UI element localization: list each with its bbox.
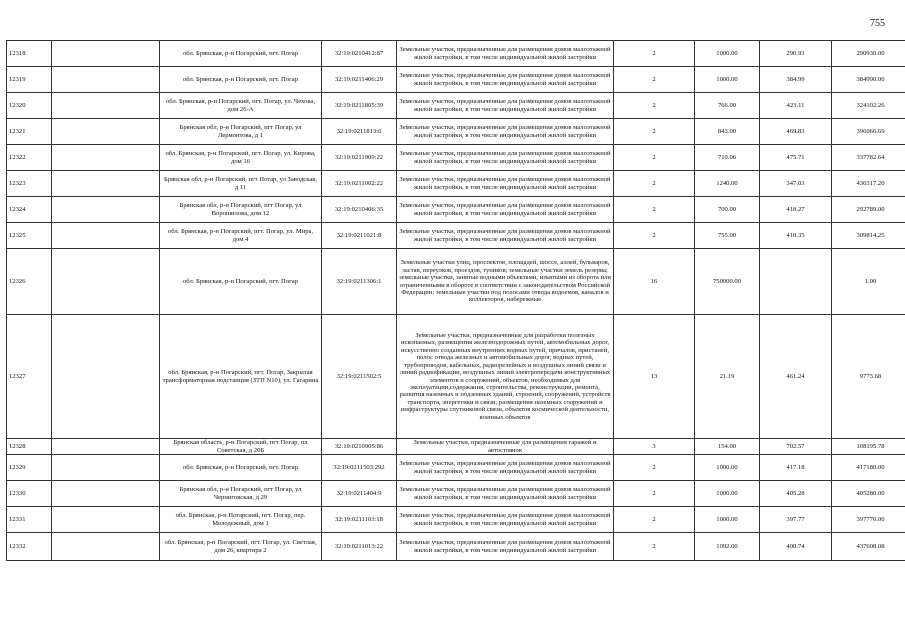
page-number: 755 bbox=[870, 18, 885, 29]
address-cell: обл. Брянская, р-н Погарский, пгт. Погар, ул. Светлая, дом 26, квартира 2 bbox=[160, 533, 322, 561]
land-use-cell: Земельные участки, предназначенные для разработки полезных ископаемых, размещения железнодорожных путей, автомобильных дорог, искусственно созданных внутренних водных путей, причалов, пристаней, полос отвода железных и автомобильных дорог, водных путей, трубопроводов, кабельных, радиорелейных и воздушных линий связи и линий радиофикации, воздушных линий электропередачи конструктивных элементов и сооружений, объектов, необходимых для эксплуатации,содержания, строительства, реконструкции, ремонта, развития наземных и подземных зданий, строений, сооружений, устройств транспорта, энергетики и связи; размещения наземных сооружений и инфраструктуры спутниковой связи, объектов космической деятельности, военных объектов bbox=[397, 315, 614, 439]
cadastral-number-cell: 32:19:0210905:86 bbox=[322, 439, 397, 455]
address-cell: обл. Брянская, р-н Погарский, пгт. Погар bbox=[160, 249, 322, 315]
table-row bbox=[7, 93, 905, 119]
cadastral-value-cell: 290930.00 bbox=[832, 41, 905, 67]
area-cell: 755.00 bbox=[695, 223, 760, 249]
spacer-cell bbox=[52, 41, 160, 67]
spacer-cell bbox=[52, 145, 160, 171]
spacer-cell bbox=[52, 223, 160, 249]
land-use-cell: Земельные участки, предназначенные для размещения домов малоэтажной жилой застройки, в том числе индивидуальной жилой застройки bbox=[397, 455, 614, 481]
spacer-cell bbox=[52, 119, 160, 145]
group-number-cell: 2 bbox=[614, 507, 695, 533]
specific-value-cell: 469.83 bbox=[760, 119, 832, 145]
area-cell: 1000.00 bbox=[695, 67, 760, 93]
area-cell: 21.19 bbox=[695, 315, 760, 439]
land-use-cell: Земельные участки, предназначенные для размещения гаражей и автостоянок bbox=[397, 439, 614, 455]
table-row bbox=[7, 67, 905, 93]
record-id-cell: 12321 bbox=[7, 119, 52, 145]
area-cell: 700.00 bbox=[695, 197, 760, 223]
table-row bbox=[7, 533, 905, 561]
land-use-cell: Земельные участки, предназначенные для размещения домов малоэтажной жилой застройки, в том числе индивидуальной жилой застройки bbox=[397, 93, 614, 119]
cadastral-value-cell: 108195.78 bbox=[832, 439, 905, 455]
cadastral-value-cell: 437608.08 bbox=[832, 533, 905, 561]
cadastral-value-cell: 417180.00 bbox=[832, 455, 905, 481]
spacer-cell bbox=[52, 315, 160, 439]
cadastral-value-cell: 430317.20 bbox=[832, 171, 905, 197]
table-row bbox=[7, 315, 905, 439]
cadastral-number-cell: 32:19:0211404:9 bbox=[322, 481, 397, 507]
spacer-cell bbox=[52, 533, 160, 561]
group-number-cell: 3 bbox=[614, 439, 695, 455]
cadastral-value-cell: 397770.00 bbox=[832, 507, 905, 533]
table-row bbox=[7, 41, 905, 67]
cadastral-value-cell: 324102.26 bbox=[832, 93, 905, 119]
land-use-cell: Земельные участки, предназначенные для размещения домов малоэтажной жилой застройки, в том числе индивидуальной жилой застройки bbox=[397, 67, 614, 93]
address-cell: обл. Брянская, р-н Погарский, пгт. Погар, ул. Мира, дом 4 bbox=[160, 223, 322, 249]
cadastral-number-cell: 32:19:0211805:39 bbox=[322, 93, 397, 119]
land-use-cell: Земельные участки, предназначенные для размещения домов малоэтажной жилой застройки, в том числе индивидуальной жилой застройки bbox=[397, 533, 614, 561]
cadastral-number-cell: 32:19:0211406:29 bbox=[322, 67, 397, 93]
record-id-cell: 12327 bbox=[7, 315, 52, 439]
land-use-cell: Земельные участки, предназначенные для размещения домов малоэтажной жилой застройки, в том числе индивидуальной жилой застройки bbox=[397, 481, 614, 507]
address-cell: Брянская область, р-н Погарский, пгт Погар, пл Советская, д 20Б bbox=[160, 439, 322, 455]
specific-value-cell: 384.99 bbox=[760, 67, 832, 93]
record-id-cell: 12322 bbox=[7, 145, 52, 171]
address-cell: обл. Брянская, р-н Погарский, пгт. Погар bbox=[160, 41, 322, 67]
address-cell: Брянская обл, р-н Погарский, пгт Погар, ул Ворошилова, дом 12 bbox=[160, 197, 322, 223]
group-number-cell: 2 bbox=[614, 145, 695, 171]
cadastral-number-cell: 32:19:0211502:5 bbox=[322, 315, 397, 439]
cadastral-value-cell: 309814.25 bbox=[832, 223, 905, 249]
record-id-cell: 12326 bbox=[7, 249, 52, 315]
area-cell: 1000.00 bbox=[695, 507, 760, 533]
group-number-cell: 16 bbox=[614, 249, 695, 315]
spacer-cell bbox=[52, 93, 160, 119]
cadastral-number-cell: 32:19:0211002:22 bbox=[322, 171, 397, 197]
record-id-cell: 12323 bbox=[7, 171, 52, 197]
specific-value-cell: 417.18 bbox=[760, 455, 832, 481]
specific-value-cell: 410.35 bbox=[760, 223, 832, 249]
land-use-cell: Земельные участки, предназначенные для размещения домов малоэтажной жилой застройки, в том числе индивидуальной жилой застройки bbox=[397, 197, 614, 223]
cadastral-value-cell: 405280.00 bbox=[832, 481, 905, 507]
specific-value-cell: 347.03 bbox=[760, 171, 832, 197]
specific-value-cell: 418.27 bbox=[760, 197, 832, 223]
area-cell: 843.00 bbox=[695, 119, 760, 145]
group-number-cell: 2 bbox=[614, 197, 695, 223]
specific-value-cell: 702.57 bbox=[760, 439, 832, 455]
address-cell: Брянская обл, р-н Погарский, пгт Погар, ул Лермонтова, д 1 bbox=[160, 119, 322, 145]
area-cell: 1000.00 bbox=[695, 455, 760, 481]
table-row bbox=[7, 171, 905, 197]
cadastral-value-cell: 292789.00 bbox=[832, 197, 905, 223]
table-row bbox=[7, 145, 905, 171]
cadastral-number-cell: 32:19:0210406:35 bbox=[322, 197, 397, 223]
table-body bbox=[7, 41, 905, 561]
cadastral-number-cell: 32:19:0211813:6 bbox=[322, 119, 397, 145]
spacer-cell bbox=[52, 481, 160, 507]
specific-value-cell: 423.11 bbox=[760, 93, 832, 119]
record-id-cell: 12332 bbox=[7, 533, 52, 561]
group-number-cell: 2 bbox=[614, 171, 695, 197]
spacer-cell bbox=[52, 67, 160, 93]
cadastral-value-cell: 337782.64 bbox=[832, 145, 905, 171]
table-row bbox=[7, 507, 905, 533]
land-use-cell: Земельные участки, предназначенные для размещения домов малоэтажной жилой застройки, в том числе индивидуальной жилой застройки bbox=[397, 223, 614, 249]
area-cell: 750000.00 bbox=[695, 249, 760, 315]
cadastral-number-cell: 32:19:0211306:1 bbox=[322, 249, 397, 315]
land-use-cell: Земельные участки, предназначенные для размещения домов малоэтажной жилой застройки, в том числе индивидуальной жилой застройки bbox=[397, 145, 614, 171]
cadastral-value-cell: 384990.00 bbox=[832, 67, 905, 93]
spacer-cell bbox=[52, 197, 160, 223]
table-row bbox=[7, 197, 905, 223]
record-id-cell: 12319 bbox=[7, 67, 52, 93]
area-cell: 154.00 bbox=[695, 439, 760, 455]
spacer-cell bbox=[52, 455, 160, 481]
address-cell: обл. Брянская, р-н Погарский, пгт. Погар, пер. Молодежный, дом 1 bbox=[160, 507, 322, 533]
address-cell: Брянская обл, р-н Погарский, пгт Погар, ул Черниговская, д 29 bbox=[160, 481, 322, 507]
group-number-cell: 2 bbox=[614, 41, 695, 67]
area-cell: 1240.00 bbox=[695, 171, 760, 197]
record-id-cell: 12330 bbox=[7, 481, 52, 507]
specific-value-cell: 397.77 bbox=[760, 507, 832, 533]
land-use-cell: Земельные участки, предназначенные для размещения домов малоэтажной жилой застройки, в том числе индивидуальной жилой застройки bbox=[397, 171, 614, 197]
record-id-cell: 12320 bbox=[7, 93, 52, 119]
area-cell: 710.06 bbox=[695, 145, 760, 171]
cadastral-value-cell: 396066.69 bbox=[832, 119, 905, 145]
specific-value-cell: 290.93 bbox=[760, 41, 832, 67]
table-row bbox=[7, 455, 905, 481]
address-cell: обл. Брянская, р-н Погарский, пгт. Погар bbox=[160, 455, 322, 481]
address-cell: обл. Брянская, р-н Погарский, пгт. Погар, ул. Кирова, дом 16 bbox=[160, 145, 322, 171]
cadastral-value-cell: 9773.68 bbox=[832, 315, 905, 439]
cadastral-number-cell: 32:19:0210412:87 bbox=[322, 41, 397, 67]
record-id-cell: 12328 bbox=[7, 439, 52, 455]
group-number-cell: 13 bbox=[614, 315, 695, 439]
group-number-cell: 2 bbox=[614, 533, 695, 561]
table-row bbox=[7, 119, 905, 145]
table-row bbox=[7, 223, 905, 249]
group-number-cell: 2 bbox=[614, 481, 695, 507]
spacer-cell bbox=[52, 507, 160, 533]
cadastral-number-cell: 32:19:0211103:18 bbox=[322, 507, 397, 533]
land-use-cell: Земельные участки, предназначенные для размещения домов малоэтажной жилой застройки, в том числе индивидуальной жилой застройки bbox=[397, 507, 614, 533]
land-use-cell: Земельные участки, предназначенные для размещения домов малоэтажной жилой застройки, в том числе индивидуальной жилой застройки bbox=[397, 41, 614, 67]
group-number-cell: 2 bbox=[614, 119, 695, 145]
area-cell: 1000.00 bbox=[695, 481, 760, 507]
specific-value-cell: 400.74 bbox=[760, 533, 832, 561]
spacer-cell bbox=[52, 171, 160, 197]
group-number-cell: 2 bbox=[614, 455, 695, 481]
table-row bbox=[7, 439, 905, 455]
specific-value-cell: 475.71 bbox=[760, 145, 832, 171]
record-id-cell: 12325 bbox=[7, 223, 52, 249]
specific-value-cell: 461.24 bbox=[760, 315, 832, 439]
spacer-cell bbox=[52, 249, 160, 315]
address-cell: Брянская обл, р-н Погарский, пгт Погар, ул Заводская, д 11 bbox=[160, 171, 322, 197]
address-cell: обл. Брянская, р-н Погарский, пгт. Погар, ул. Чехова, дом 26-А bbox=[160, 93, 322, 119]
record-id-cell: 12318 bbox=[7, 41, 52, 67]
group-number-cell: 2 bbox=[614, 93, 695, 119]
record-id-cell: 12331 bbox=[7, 507, 52, 533]
cadastral-value-table bbox=[6, 40, 905, 561]
table-row bbox=[7, 249, 905, 315]
group-number-cell: 2 bbox=[614, 67, 695, 93]
land-use-cell: Земельные участки, предназначенные для размещения домов малоэтажной жилой застройки, в том числе индивидуальной жилой застройки bbox=[397, 119, 614, 145]
address-cell: обл. Брянская, р-н Погарский, пгт. Погар bbox=[160, 67, 322, 93]
spacer-cell bbox=[52, 439, 160, 455]
specific-value-cell bbox=[760, 249, 832, 315]
address-cell: обл. Брянская, р-н Погарский, пгт. Погар, Закрытая трансформаторная подстанция (ЗТП N10), ул. Гагарина bbox=[160, 315, 322, 439]
area-cell: 1092.00 bbox=[695, 533, 760, 561]
land-use-cell: Земельные участки улиц, проспектов, площадей, шоссе, аллей, бульваров, застав, переулков, проездов, тупиков; земельные участки земель резерва; земельные участки, занятые водными объектами, изъятыми из оборота или ограниченными в обороте в соответствии с законодательством Российской Федерации; земельные участки под полосами отвода водоемов, каналов и коллекторов, набережные bbox=[397, 249, 614, 315]
group-number-cell: 2 bbox=[614, 223, 695, 249]
area-cell: 766.00 bbox=[695, 93, 760, 119]
cadastral-value-cell: 1.00 bbox=[832, 249, 905, 315]
record-id-cell: 12329 bbox=[7, 455, 52, 481]
area-cell: 1000.00 bbox=[695, 41, 760, 67]
cadastral-number-cell: 32:19:0211013:22 bbox=[322, 533, 397, 561]
table-row bbox=[7, 481, 905, 507]
record-id-cell: 12324 bbox=[7, 197, 52, 223]
specific-value-cell: 405.28 bbox=[760, 481, 832, 507]
cadastral-number-cell: 32:19:0211021:8 bbox=[322, 223, 397, 249]
cadastral-number-cell: 32:19:0211909:22 bbox=[322, 145, 397, 171]
cadastral-number-cell: 32:19:0211503:292 bbox=[322, 455, 397, 481]
